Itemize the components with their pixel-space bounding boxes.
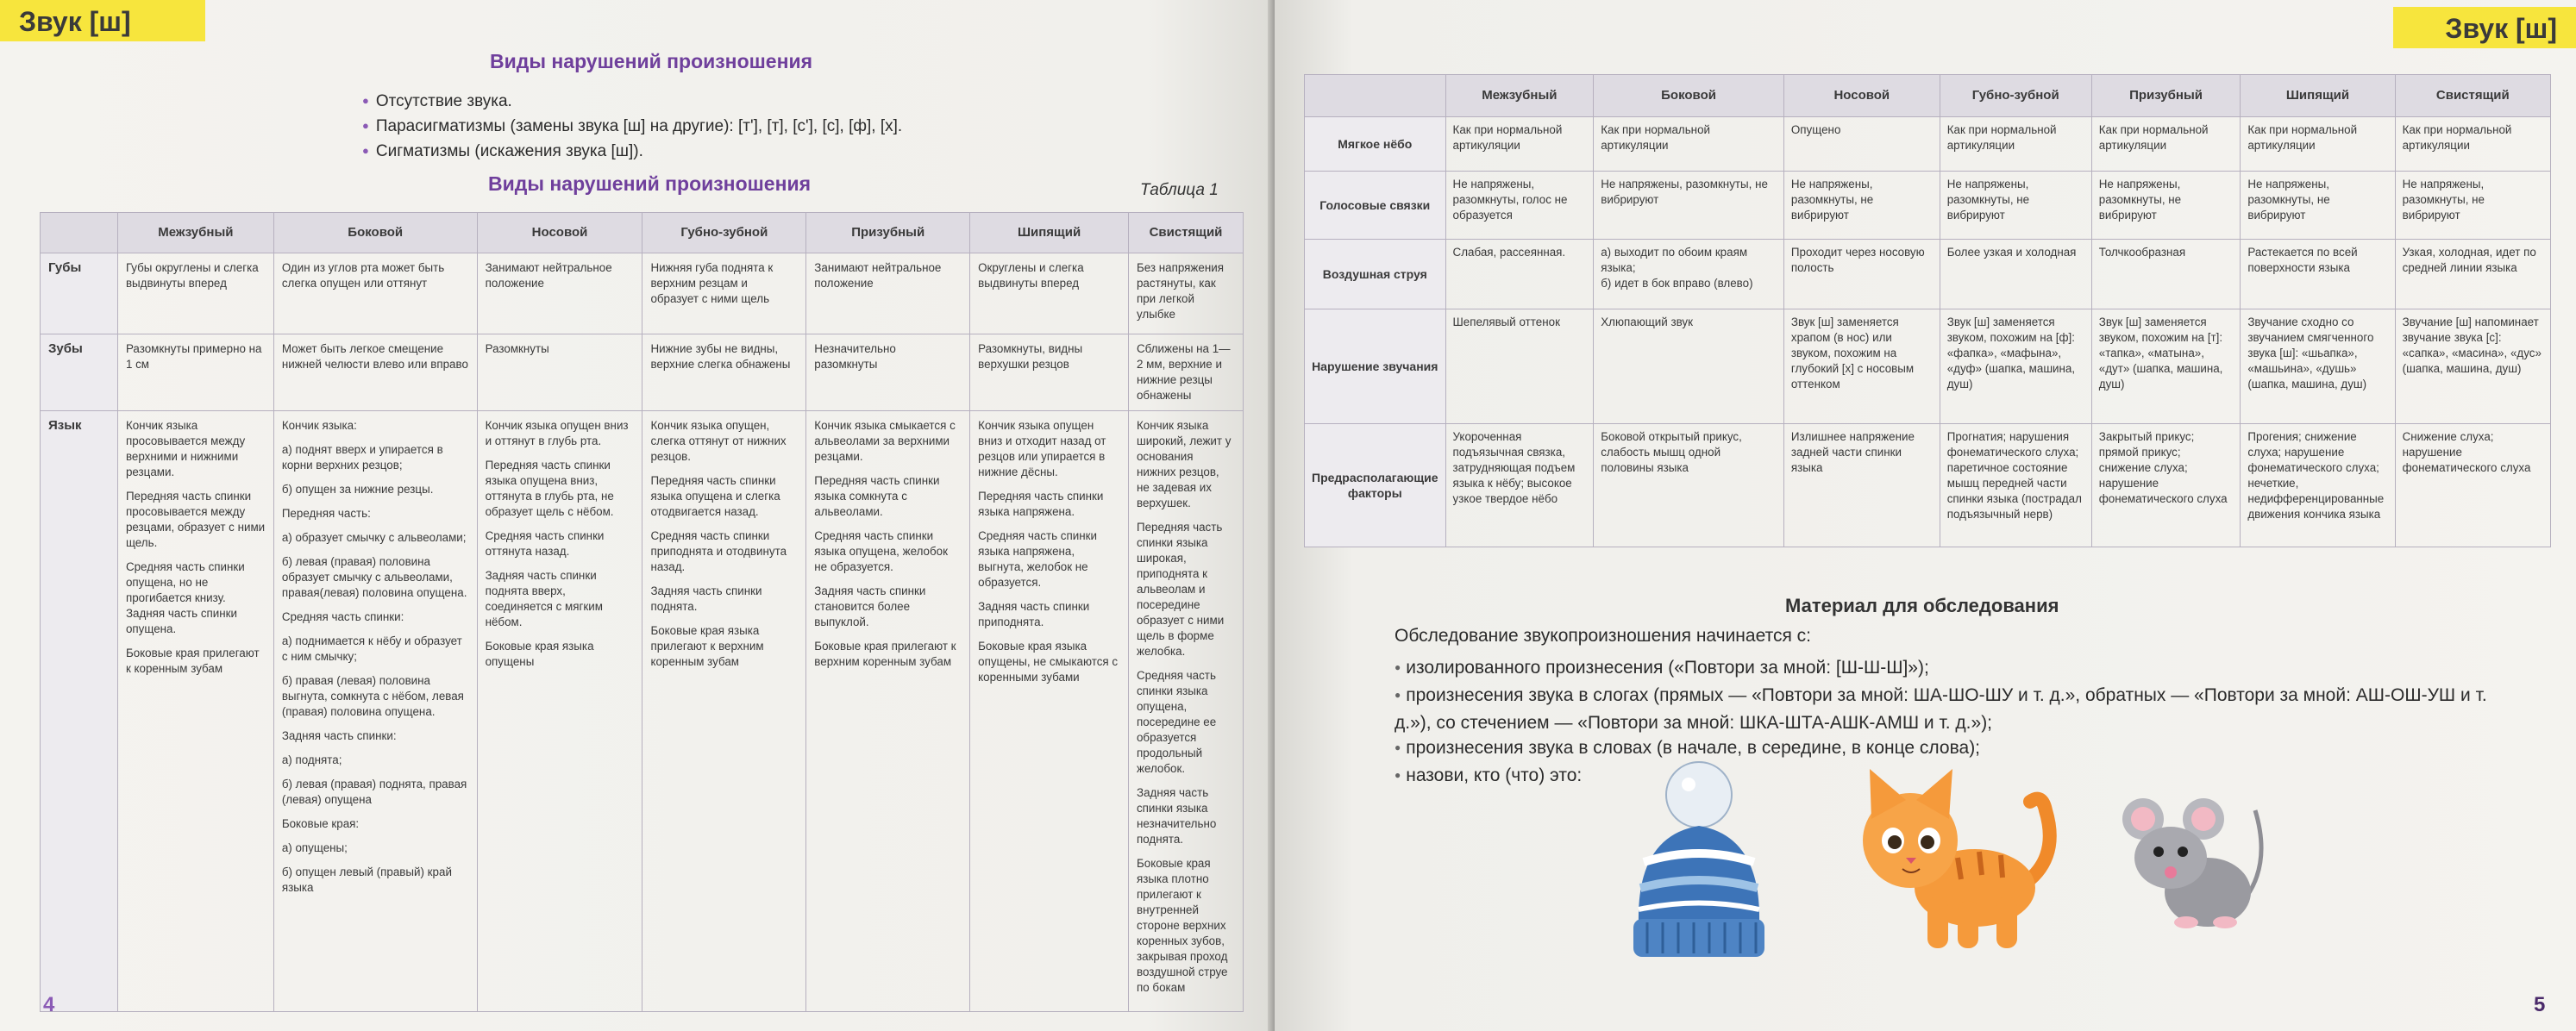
cell-paragraph: Кончик языка опущен вниз и отходит назад от резцов или упирается в нижние дёсны. bbox=[978, 419, 1106, 478]
table-cell: Разомкнуты, видны верхушки резцов bbox=[970, 334, 1129, 411]
table-cell: Не напряжены, разомкнуты, не вибрируют bbox=[1594, 172, 1784, 240]
table-cell: Незначительно разомкнуты bbox=[806, 334, 970, 411]
cell-paragraph: Средняя часть спинки: bbox=[281, 610, 404, 623]
cell-paragraph: Задняя часть спинки: bbox=[281, 729, 397, 742]
material-item: ● произнесения звука в словах (в начале, в середине, в конце слова); bbox=[1395, 735, 2524, 763]
table-cell: Как при нормальной артикуляции bbox=[1445, 117, 1594, 172]
table-corner bbox=[1305, 75, 1446, 117]
cell-paragraph: Передняя часть спинки языка сомкнута с альвеолами. bbox=[814, 474, 940, 518]
cell-paragraph: б) правая (левая) половина выгнута, сомкнута с нёбом, левая (правая) половина опущена. bbox=[281, 674, 464, 718]
table-corner bbox=[41, 213, 118, 253]
cell-paragraph: Передняя часть: bbox=[281, 507, 371, 520]
table-cell: Занимают нейтральное положение bbox=[477, 253, 642, 334]
cell-paragraph: б) опущен за нижние резцы. bbox=[281, 483, 434, 496]
row-header: Губы bbox=[41, 253, 118, 334]
bullet-item: ● Сигматизмы (искажения звука [ш]). bbox=[362, 140, 902, 165]
table-cell bbox=[117, 411, 273, 1012]
cell-paragraph: Передняя часть спинки языка опущена и слегка отодвигается назад. bbox=[650, 474, 780, 518]
table-cell: Звучание сходно со звучанием смягченного звука [ш]: «шьапка», «машьина», «душь» (шапка, машина, душ) bbox=[2241, 309, 2395, 424]
column-header: Межзубный bbox=[1445, 75, 1594, 117]
cell-paragraphs bbox=[486, 418, 635, 670]
table-cell: Как при нормальной артикуляции bbox=[1940, 117, 2091, 172]
table-cell bbox=[970, 411, 1129, 1012]
table-cell: Разомкнуты примерно на 1 см bbox=[117, 334, 273, 411]
table-cell: Как при нормальной артикуляции bbox=[2395, 117, 2550, 172]
table-cell: Как при нормальной артикуляции bbox=[2241, 117, 2395, 172]
cell-paragraph: Боковые края языка прилегают к верхним коренным зубам bbox=[650, 624, 764, 668]
cell-paragraph: Средняя часть спинки языка напряжена, выгнута, желобок не образуется. bbox=[978, 529, 1097, 589]
column-header: Носовой bbox=[1783, 75, 1940, 117]
table-cell: Прогения; снижение слуха; нарушение фонематического слуха; нечеткие, недифференцированные движения кончика языка bbox=[2241, 424, 2395, 547]
table-cell: Шепелявый оттенок bbox=[1445, 309, 1594, 424]
table-cell: Не напряжены, разомкнуты, не вибрируют bbox=[2091, 172, 2241, 240]
table-cell: Как при нормальной артикуляции bbox=[1594, 117, 1784, 172]
violations-table-right bbox=[1304, 74, 2551, 547]
table-cell: Проходит через носовую полость bbox=[1783, 240, 1940, 309]
row-header: Голосовые связки bbox=[1305, 172, 1446, 240]
table-cell: а) выходит по обоим краям языка; б) идет в бок вправо (влево) bbox=[1594, 240, 1784, 309]
table-cell: Не напряжены, разомкнуты, не вибрируют bbox=[2395, 172, 2550, 240]
cell-paragraph: Боковые края прилегают к верхним коренным зубам bbox=[814, 640, 956, 668]
column-header: Свистящий bbox=[2395, 75, 2550, 117]
column-header: Свистящий bbox=[1128, 213, 1243, 253]
row-header: Мягкое нёбо bbox=[1305, 117, 1446, 172]
cell-paragraph: Передняя часть спинки языка напряжена. bbox=[978, 490, 1104, 518]
cell-paragraph: Задняя часть спинки становится более выпуклой. bbox=[814, 584, 926, 628]
row-header: Нарушение звучания bbox=[1305, 309, 1446, 424]
cell-paragraph: Боковые края: bbox=[281, 817, 360, 830]
cell-paragraph: Средняя часть спинки оттянута назад. bbox=[485, 529, 605, 558]
table-cell bbox=[806, 411, 970, 1012]
table-title: Виды нарушений произношения bbox=[488, 172, 812, 195]
material-item: ● изолированного произнесения («Повтори за мной: [Ш-Ш-Ш]»); bbox=[1395, 655, 2524, 683]
material-title: Материал для обследования bbox=[1785, 595, 2059, 616]
table-cell: Без напряжения растянуты, как при легкой улыбке bbox=[1128, 253, 1243, 334]
page-number-left: 4 bbox=[43, 993, 55, 1016]
table-cell: Не напряжены, разомкнуты, голос не образуется bbox=[1445, 172, 1594, 240]
row-header: Воздушная струя bbox=[1305, 240, 1446, 309]
table-cell: Разомкнуты bbox=[477, 334, 642, 411]
table-cell: Закрытый прикус; прямой прикус; снижение слуха; нарушение фонематического слуха bbox=[2091, 424, 2241, 547]
cell-paragraph: а) поднят вверх и упирается в корни верхних резцов; bbox=[281, 443, 443, 472]
cell-paragraph: Боковые края прилегают к коренным зубам bbox=[125, 647, 260, 675]
bullet-list bbox=[362, 90, 902, 165]
cell-paragraph: Задняя часть спинки приподнята. bbox=[978, 600, 1090, 628]
violations-table-left bbox=[40, 212, 1244, 1012]
column-header: Носовой bbox=[477, 213, 642, 253]
table-cell: Укороченная подъязычная связка, затрудняющая подъем языка к нёбу; высокое узкое твердое нёбо bbox=[1445, 424, 1594, 547]
bullet-item: ● Отсутствие звука. bbox=[362, 90, 902, 115]
material-lead: Обследование звукопроизношения начинается с: bbox=[1395, 626, 1811, 646]
column-header: Боковой bbox=[1594, 75, 1784, 117]
cell-paragraph: б) левая (правая) половина образует смычку с альвеолами, правая(левая) половина опущена. bbox=[281, 555, 467, 599]
column-header: Губно-зубной bbox=[642, 213, 806, 253]
left-page bbox=[0, 0, 1275, 1031]
row-header: Зубы bbox=[41, 334, 118, 411]
cell-paragraph: Кончик языка просовывается между верхними и нижними резцами. bbox=[125, 419, 246, 478]
table-cell: Может быть легкое смещение нижней челюсти влево или вправо bbox=[273, 334, 477, 411]
cell-paragraph: Средняя часть спинки приподнята и отодвинута назад. bbox=[650, 529, 787, 573]
column-header: Губно-зубной bbox=[1940, 75, 2091, 117]
cell-paragraph: Передняя часть спинки языка опущена вниз, оттянута в глубь рта, не образует щель с нёбом. bbox=[485, 459, 614, 518]
cell-paragraph: Кончик языка смыкается с альвеолами за верхними резцами. bbox=[814, 419, 956, 463]
material-item: ● произнесения звука в слогах (прямых — «Повтори за мной: ША-ШО-ШУ и т. д.», обратных — «Повтори за мной: АШ-ОШ-УШ и т. д.»), со стечением — «Повтори за мной: ШКА-ШТА-АШК-АМШ и т. д.»); bbox=[1395, 683, 2524, 735]
cell-paragraph: Кончик языка опущен, слегка оттянут от нижних резцов. bbox=[650, 419, 787, 463]
cell-paragraphs bbox=[282, 418, 469, 896]
cell-paragraph: а) поднимается к нёбу и образует с ним смычку; bbox=[281, 634, 462, 663]
table-cell: Прогнатия; нарушения фонематического слуха; паретичное состояние мышц передней части спинки языка (пострадал подъязычный нерв) bbox=[1940, 424, 2091, 547]
table-cell: Узкая, холодная, идет по средней линии языка bbox=[2395, 240, 2550, 309]
table-cell: Более узкая и холодная bbox=[1940, 240, 2091, 309]
cell-paragraph: Кончик языка опущен вниз и оттянут в глубь рта. bbox=[485, 419, 629, 447]
cell-paragraphs bbox=[650, 418, 798, 670]
table-cell: Излишнее напряжение задней части спинки языка bbox=[1783, 424, 1940, 547]
column-header: Шипящий bbox=[970, 213, 1129, 253]
cell-paragraph: а) образует смычку с альвеолами; bbox=[281, 531, 467, 544]
cell-paragraph: Средняя часть спинки языка опущена, желобок не образуется. bbox=[814, 529, 948, 573]
sound-tag-left: Звук [ш] bbox=[0, 0, 205, 41]
table-cell: Нижние зубы не видны, верхние слегка обнажены bbox=[642, 334, 806, 411]
table-cell: Один из углов рта может быть слегка опущен или оттянут bbox=[273, 253, 477, 334]
cell-paragraph: Кончик языка широкий, лежит у основания нижних резцов, не задевая их верхушек. bbox=[1136, 419, 1232, 509]
row-header: Предрасполагающие факторы bbox=[1305, 424, 1446, 547]
cell-paragraph: Задняя часть спинки языка незначительно поднята. bbox=[1136, 786, 1217, 846]
cell-paragraphs bbox=[1137, 418, 1235, 996]
table-cell: Хлюпающий звук bbox=[1594, 309, 1784, 424]
material-item: ● назови, кто (что) это: bbox=[1395, 763, 2524, 790]
table-cell bbox=[642, 411, 806, 1012]
column-header: Призубный bbox=[806, 213, 970, 253]
kitten-illustration bbox=[1846, 759, 2061, 957]
table-cell: Звук [ш] заменяется звуком, похожим на [ф]: «фапка», «мафына», «дуф» (шапка, машина, душ) bbox=[1940, 309, 2091, 424]
table-cell: Не напряжены, разомкнуты, не вибрируют bbox=[1783, 172, 1940, 240]
table-cell bbox=[273, 411, 477, 1012]
table-cell: Снижение слуха; нарушение фонематического слуха bbox=[2395, 424, 2550, 547]
table-cell: Занимают нейтральное положение bbox=[806, 253, 970, 334]
knit-hat-illustration bbox=[1621, 759, 1777, 962]
table-cell: Звук [ш] заменяется звуком, похожим на [т]: «тапка», «матына», «дут» (шапка, машина, душ) bbox=[2091, 309, 2241, 424]
cell-paragraphs bbox=[814, 418, 962, 670]
table-cell: Округлены и слегка выдвинуты вперед bbox=[970, 253, 1129, 334]
row-header: Язык bbox=[41, 411, 118, 1012]
cell-paragraph: а) опущены; bbox=[281, 841, 348, 854]
table-cell: Боковой открытый прикус, слабость мышц одной половины языка bbox=[1594, 424, 1784, 547]
cell-paragraph: Кончик языка: bbox=[281, 419, 357, 432]
table-cell: Не напряжены, разомкнуты, не вибрируют bbox=[1940, 172, 2091, 240]
table-cell bbox=[477, 411, 642, 1012]
table-cell: Не напряжены, разомкнуты, не вибрируют bbox=[2241, 172, 2395, 240]
cell-paragraph: Средняя часть спинки языка опущена, посередине ее образуется продольный желобок. bbox=[1136, 669, 1217, 775]
cell-paragraph: Задняя часть спинки поднята вверх, соединяется с мягким нёбом. bbox=[485, 569, 603, 628]
column-header: Боковой bbox=[273, 213, 477, 253]
cell-paragraph: Боковые края языка опущены bbox=[485, 640, 594, 668]
table-caption: Таблица 1 bbox=[1140, 181, 1219, 199]
cell-paragraph: б) опущен левый (правый) край языка bbox=[281, 865, 452, 894]
table-cell: Сближены на 1—2 мм, верхние и нижние резцы обнажены bbox=[1128, 334, 1243, 411]
cell-paragraphs bbox=[978, 418, 1120, 685]
cell-paragraph: Задняя часть спинки поднята. bbox=[650, 584, 762, 613]
table-cell: Слабая, рассеянная. bbox=[1445, 240, 1594, 309]
column-header: Межзубный bbox=[117, 213, 273, 253]
sound-tag-right: Звук [ш] bbox=[2393, 7, 2576, 48]
table-cell: Растекается по всей поверхности языка bbox=[2241, 240, 2395, 309]
table-cell: Звук [ш] заменяется храпом (в нос) или звуком, похожим на глубокий [х] с носовым оттенком bbox=[1783, 309, 1940, 424]
cell-paragraph: Передняя часть спинки просовывается между резцами, образует с ними щель. bbox=[125, 490, 266, 549]
table-cell: Губы округлены и слегка выдвинуты вперед bbox=[117, 253, 273, 334]
cell-paragraph: Боковые края языка опущены, не смыкаются с коренными зубами bbox=[978, 640, 1119, 684]
column-header: Шипящий bbox=[2241, 75, 2395, 117]
cell-paragraph: Боковые края языка плотно прилегают к внутренней стороне верхних коренных зубов, закрывая проход воздушной струе по бокам bbox=[1136, 857, 1228, 994]
table-cell: Нижняя губа поднята к верхним резцам и образует с ними щель bbox=[642, 253, 806, 334]
table-cell bbox=[1128, 411, 1243, 1012]
cell-paragraph: Средняя часть спинки опущена, но не прогибается книзу. Задняя часть спинки опущена. bbox=[125, 560, 245, 635]
table-cell: Звучание [ш] напоминает звучание звука [с]: «сапка», «масина», «дус» (шапка, машина, душ) bbox=[2395, 309, 2550, 424]
column-header: Призубный bbox=[2091, 75, 2241, 117]
section-header: Виды нарушений произношения bbox=[490, 50, 813, 72]
cell-paragraph: Передняя часть спинки языка широкая, приподнята к альвеолам и посередине образует с ними щель в форме желобка. bbox=[1136, 521, 1225, 658]
page-number-right: 5 bbox=[2534, 993, 2546, 1016]
mouse-illustration bbox=[2117, 793, 2272, 940]
bullet-item: ● Парасигматизмы (замены звука [ш] на другие): [т'], [т], [с'], [с], [ф], [х]. bbox=[362, 115, 902, 140]
cell-paragraph: б) левая (правая) поднята, правая (левая) опущена bbox=[281, 778, 467, 806]
table-cell: Опущено bbox=[1783, 117, 1940, 172]
table-cell: Толчкообразная bbox=[2091, 240, 2241, 309]
cell-paragraphs bbox=[126, 418, 266, 677]
table-cell: Как при нормальной артикуляции bbox=[2091, 117, 2241, 172]
cell-paragraph: а) поднята; bbox=[281, 753, 342, 766]
